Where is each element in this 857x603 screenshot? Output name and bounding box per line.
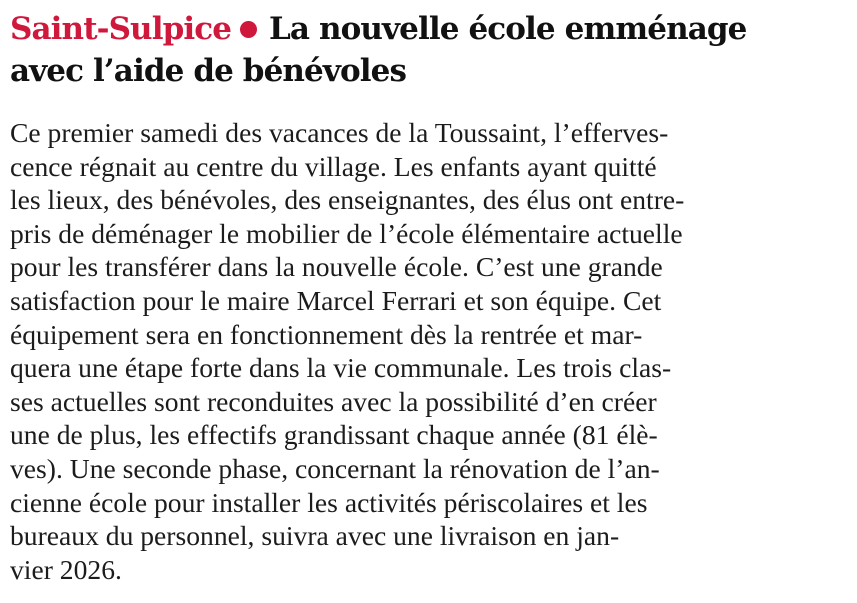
body-line: satisfaction pour le maire Marcel Ferrari et son équipe. Cet (10, 284, 662, 316)
kicker-location: Saint-Sulpice (10, 11, 232, 47)
body-line: équipement sera en fonctionnement dès la rentrée et mar- (10, 318, 643, 350)
article (10, 8, 850, 586)
body-line: une de plus, les effectifs grandissant chaque année (81 élè- (10, 419, 658, 451)
body-line: pris de déménager le mobilier de l’école élémentaire actuelle (10, 217, 683, 249)
body-line: vier 2026. (10, 553, 122, 585)
body-line: les lieux, des bénévoles, des enseignantes, des élus ont entre- (10, 184, 685, 216)
body-line: Ce premier samedi des vacances de la Toussaint, l’efferves- (10, 117, 669, 148)
body-line: bureaux du personnel, suivra avec une livraison en jan- (10, 520, 620, 552)
headline (10, 8, 850, 92)
headline-title-line-1: La nouvelle école emménage (269, 11, 747, 47)
headline-title-line-2: avec l’aide de bénévoles (10, 53, 407, 89)
body-line: ses actuelles sont reconduites avec la possibilité d’en créer (10, 385, 657, 417)
body-line: pour les transférer dans la nouvelle école. C’est une grande (10, 251, 663, 283)
body-line: quera une étape forte dans la vie communale. Les trois clas- (10, 352, 672, 384)
body-line: cence régnait au centre du village. Les enfants ayant quitté (10, 150, 657, 182)
body-line: ves). Une seconde phase, concernant la rénovation de l’an- (10, 452, 660, 484)
body-line: cienne école pour installer les activités périscolaires et les (10, 486, 648, 518)
bullet-dot-icon (240, 21, 257, 38)
article-body (10, 116, 850, 586)
